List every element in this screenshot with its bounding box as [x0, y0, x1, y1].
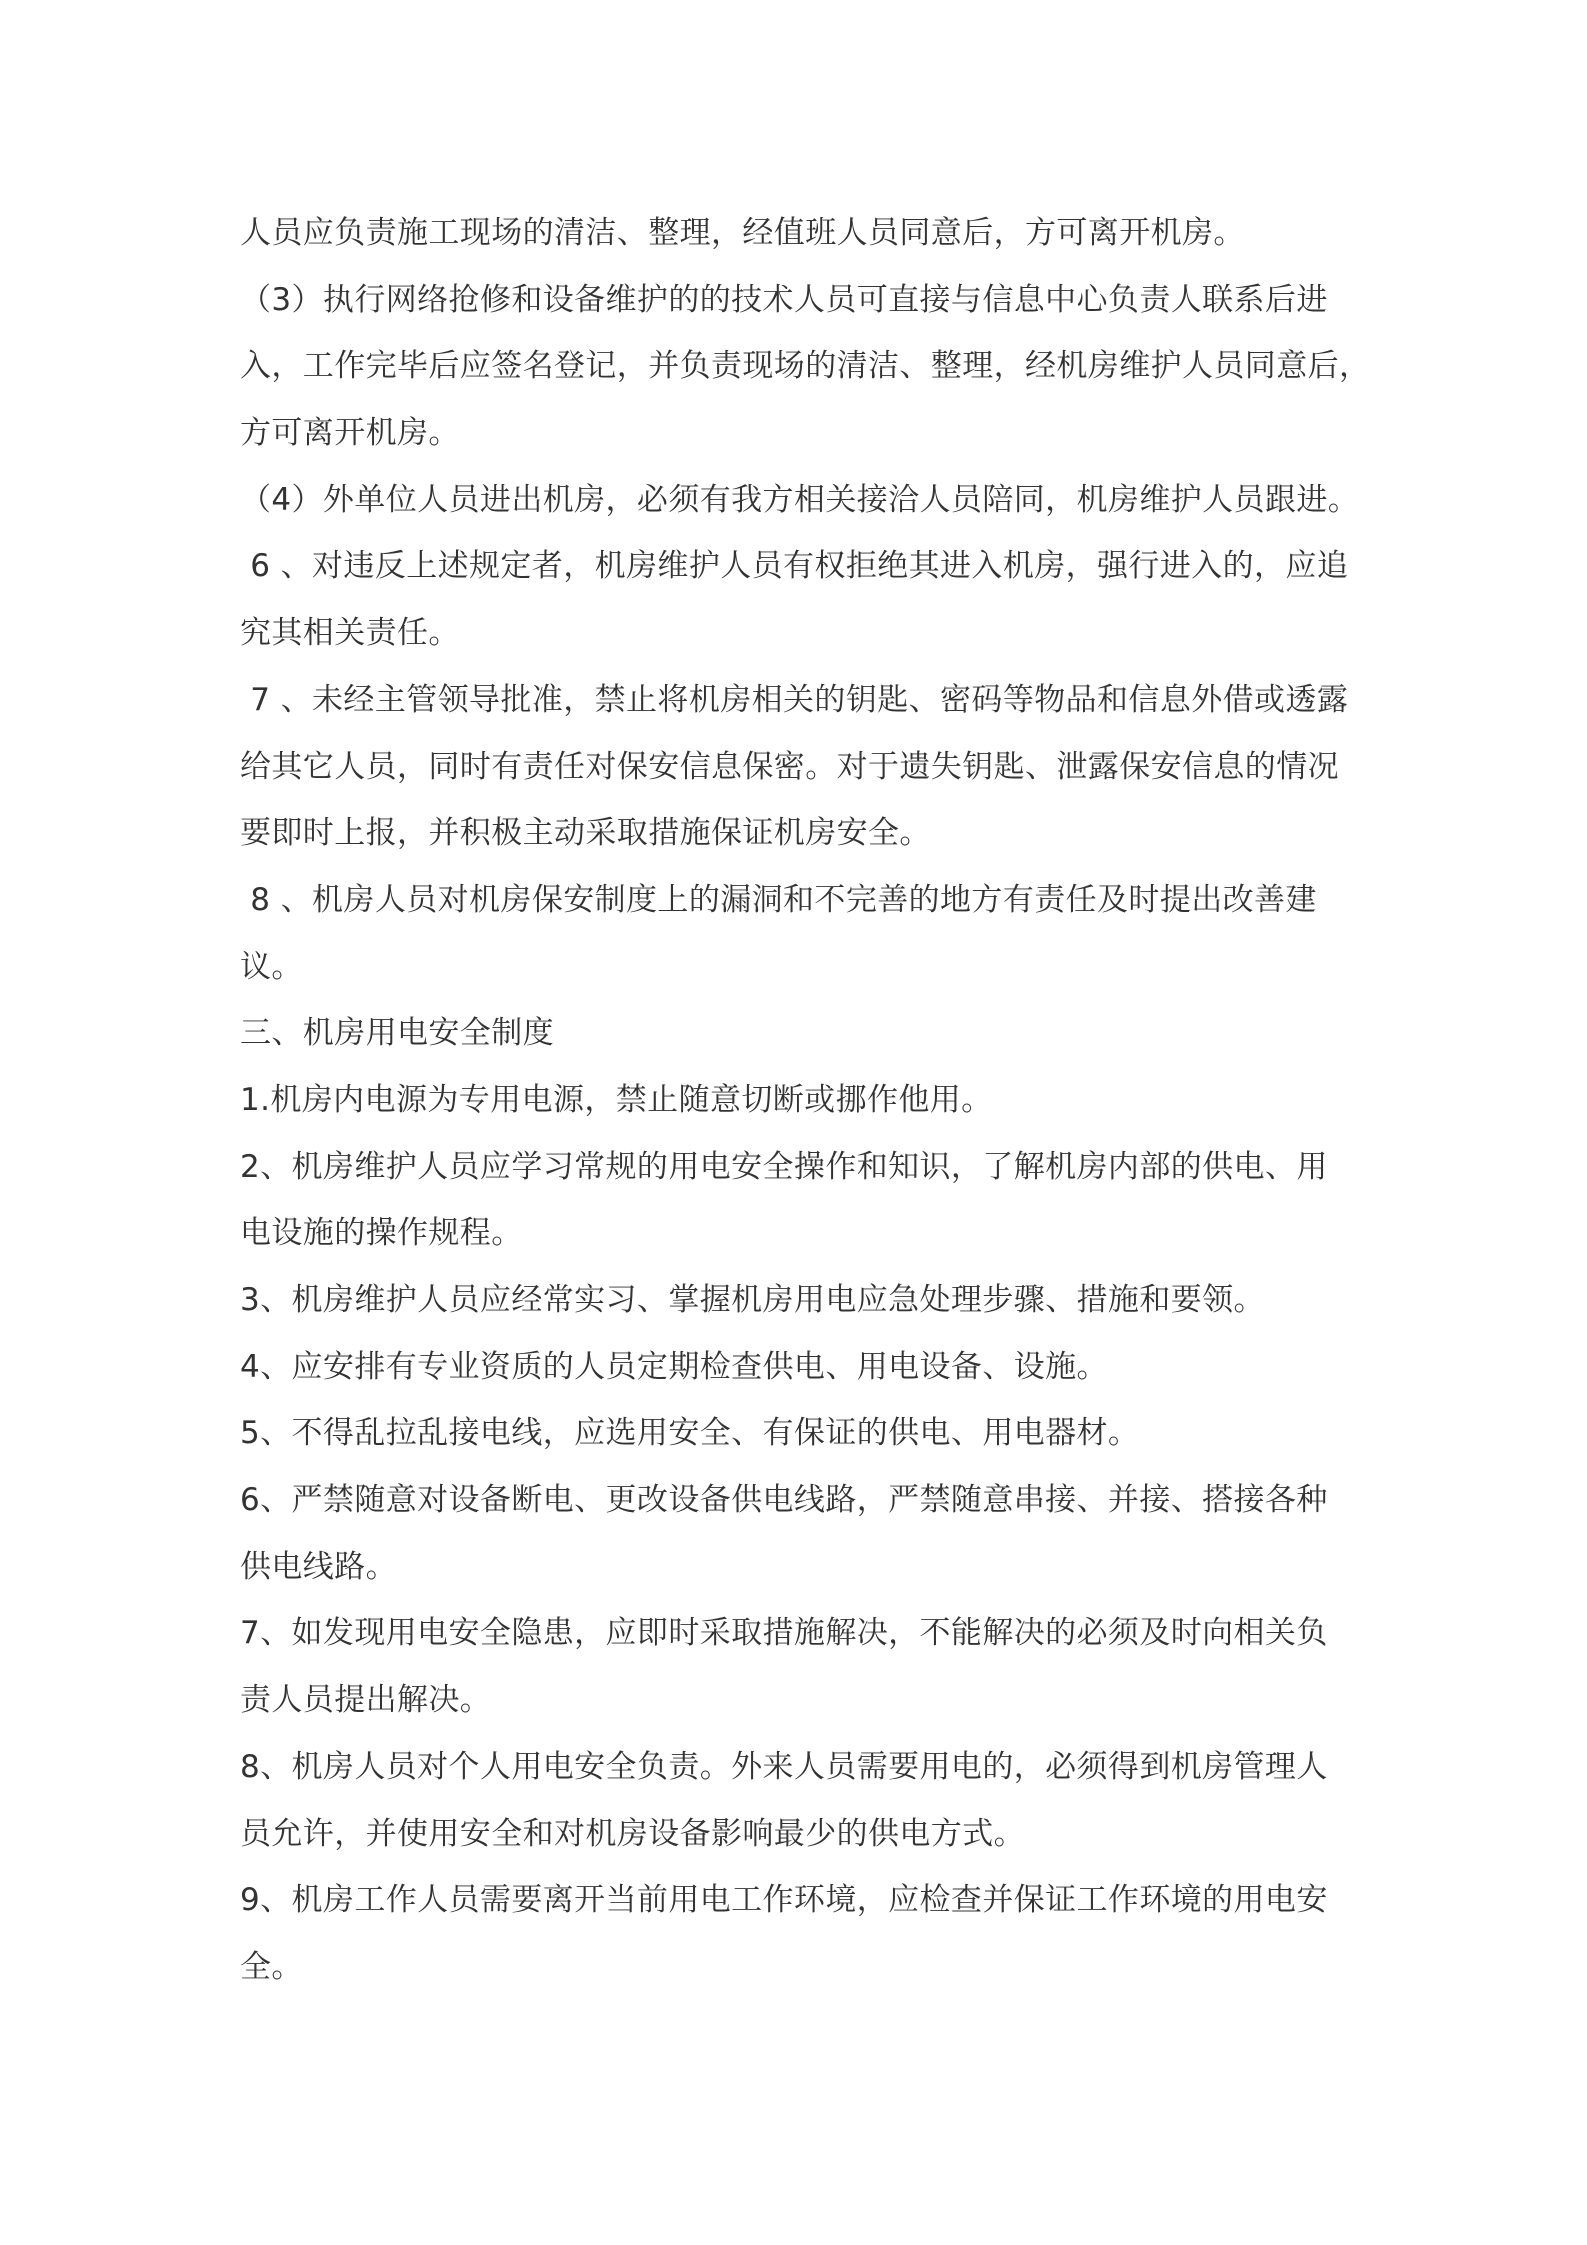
text-line: （4）外单位人员进出机房，必须有我方相关接洽人员陪同，机房维护人员跟进。	[240, 481, 1360, 518]
text-line: 方可离开机房。	[240, 415, 460, 452]
paragraph-elec-6	[240, 1467, 1350, 1600]
paragraph-item-3	[240, 267, 1371, 467]
text-line: 6 、对违反上述规定者，机房维护人员有权拒绝其进入机房，强行进入的，应追	[240, 548, 1349, 585]
paragraph-elec-3	[240, 1267, 1350, 1334]
paragraph-elec-4	[240, 1334, 1350, 1401]
paragraph-rule-7	[240, 667, 1350, 867]
section-heading: 三、机房用电安全制度	[240, 1015, 554, 1052]
paragraph-rule-6	[240, 533, 1350, 666]
text-line: 8、机房人员对个人用电安全负责。外来人员需要用电的，必须得到机房管理人	[240, 1748, 1328, 1785]
document-body	[240, 200, 1371, 2001]
text-line: 6、严禁随意对设备断电、更改设备供电线路，严禁随意串接、并接、搭接各种	[240, 1482, 1328, 1519]
paragraph-rule-8	[240, 867, 1350, 1000]
text-line: 人员应负责施工现场的清洁、整理，经值班人员同意后，方可离开机房。	[240, 215, 1245, 251]
text-line: 2、机房维护人员应学习常规的用电安全操作和知识，了解机房内部的供电、用	[240, 1148, 1328, 1185]
paragraph-elec-7	[240, 1600, 1350, 1733]
paragraph-elec-9	[240, 1867, 1350, 2000]
paragraph-elec-5	[240, 1400, 1350, 1467]
text-line: 全。	[240, 1948, 303, 1985]
text-line: 给其它人员，同时有责任对保安信息保密。对于遗失钥匙、泄露保安信息的情况	[240, 748, 1339, 785]
text-line: 议。	[240, 948, 303, 985]
text-line: 7 、未经主管领导批准，禁止将机房相关的钥匙、密码等物品和信息外借或透露	[240, 681, 1349, 718]
text-line: 8 、机房人员对机房保安制度上的漏洞和不完善的地方有责任及时提出改善建	[240, 881, 1317, 918]
text-line: 1.机房内电源为专用电源，禁止随意切断或挪作他用。	[240, 1081, 993, 1118]
text-line: 3、机房维护人员应经常实习、掌握机房用电应急处理步骤、措施和要领。	[240, 1282, 1265, 1318]
text-line: 5、不得乱拉乱接电线，应选用安全、有保证的供电、用电器材。	[240, 1415, 1140, 1452]
text-line: 员允许，并使用安全和对机房设备影响最少的供电方式。	[240, 1815, 1025, 1852]
text-line: 要即时上报，并积极主动采取措施保证机房安全。	[240, 815, 931, 852]
paragraph-item-4	[240, 467, 1360, 534]
text-line: 究其相关责任。	[240, 615, 460, 652]
paragraph-elec-2	[240, 1134, 1350, 1267]
text-line: 9、机房工作人员需要离开当前用电工作环境，应检查并保证工作环境的用电安	[240, 1882, 1328, 1919]
text-line: 电设施的操作规程。	[240, 1215, 523, 1252]
section-electrical-safety	[240, 1000, 1350, 2000]
text-line: 责人员提出解决。	[240, 1682, 492, 1719]
text-line: 4、应安排有专业资质的人员定期检查供电、用电设备、设施。	[240, 1348, 1108, 1385]
paragraph-continuation-cleanup	[240, 200, 1350, 267]
paragraph-elec-1	[240, 1067, 1350, 1134]
text-line: 入，工作完毕后应签名登记，并负责现场的清洁、整理，经机房维护人员同意后，	[240, 348, 1371, 385]
text-line: 7、如发现用电安全隐患，应即时采取措施解决，不能解决的必须及时向相关负	[240, 1615, 1328, 1652]
text-line: （3）执行网络抢修和设备维护的的技术人员可直接与信息中心负责人联系后进	[240, 281, 1328, 318]
text-line: 供电线路。	[240, 1548, 397, 1585]
paragraph-elec-8	[240, 1734, 1350, 1867]
